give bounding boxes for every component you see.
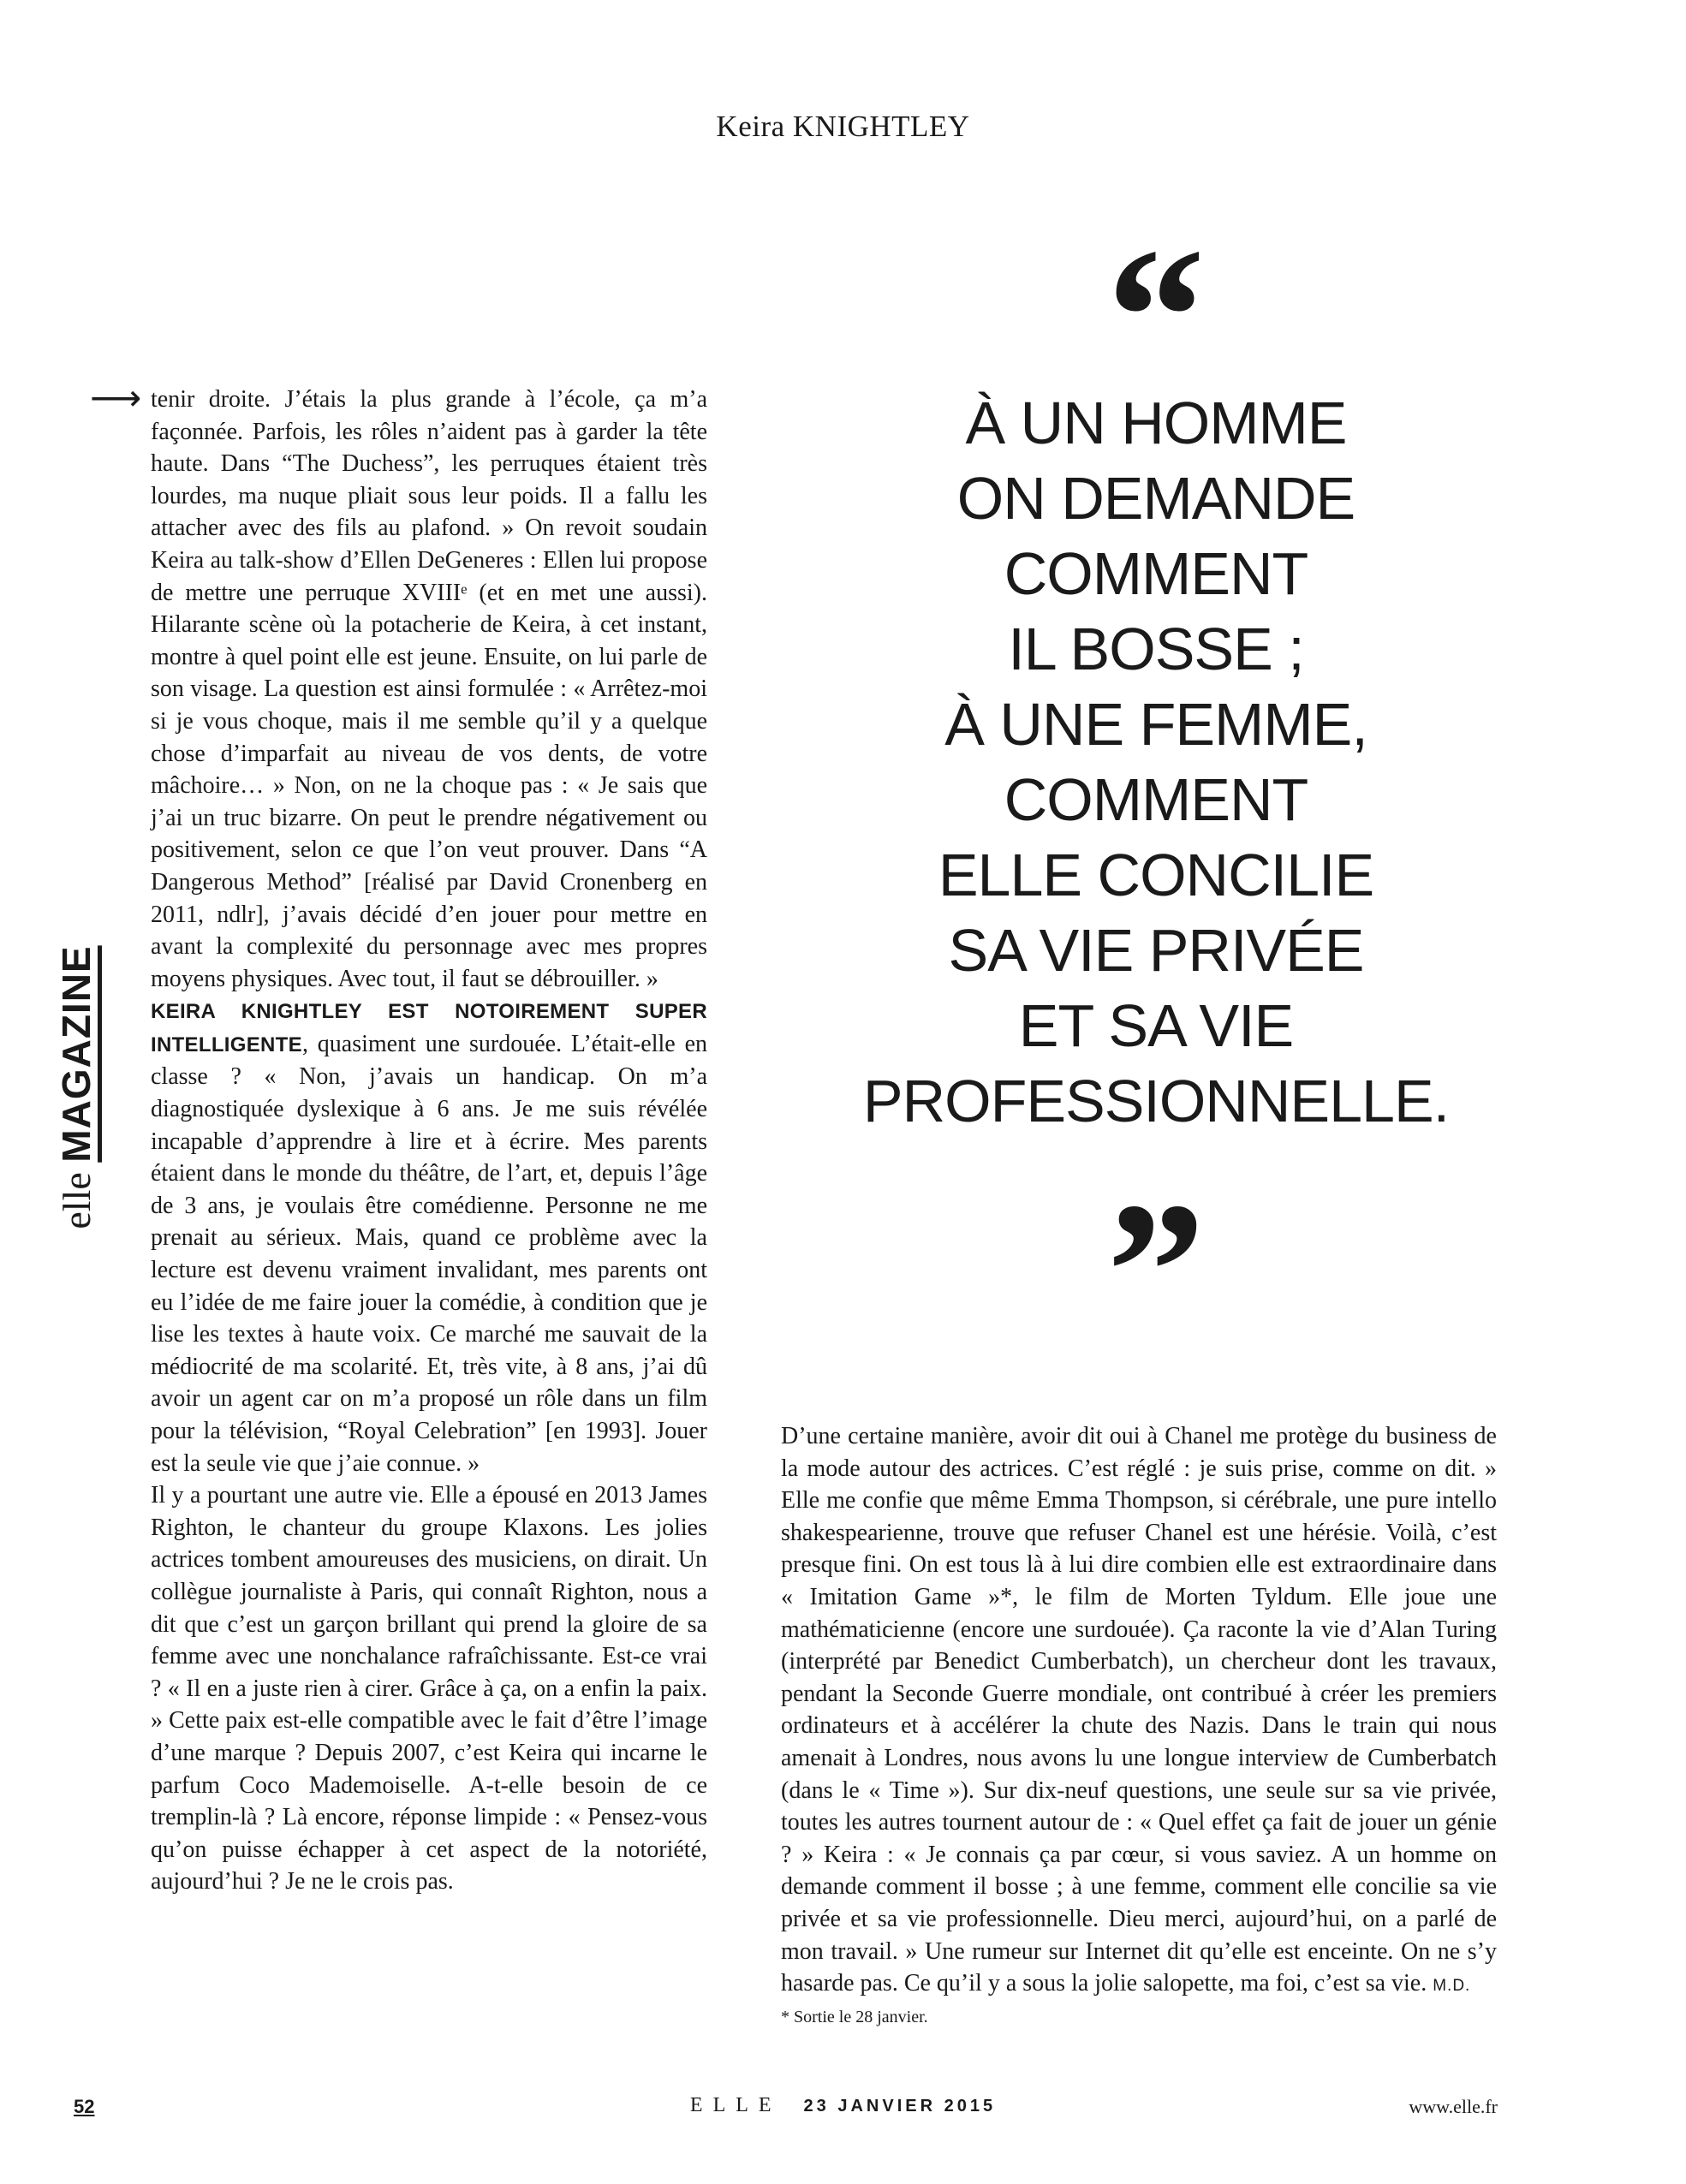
pull-quote-line: ELLE CONCILIE (938, 842, 1374, 908)
pull-quote-line: À UNE FEMME, (944, 691, 1367, 758)
pull-quote-line: PROFESSIONNELLE. (862, 1068, 1450, 1134)
article-paragraph (781, 1420, 1497, 2002)
article-paragraph: Il y a pourtant une autre vie. Elle a épousé en 2013 James Righton, le chanteur du groupe Klaxons. Les jolies actrices tombent amoureuses des musiciens, on dirait. Un collègue journaliste à Paris, qui connaît Righton, nous a dit que c’est un garçon brillant qui prend la gloire de sa femme avec une nonchalance rafraîchissante. Est-ce vrai ? « Il en a juste rien à cirer. Grâce à ça, on a enfin la paix. » Cette paix est-elle compatible avec le fait d’être l’image d’une marque ? Depuis 2007, c’est Keira qui incarne le parfum Coco Mademoiselle. A-t-elle besoin de ce tremplin-là ? Là encore, réponse limpide : « Pensez-vous qu’on puisse échapper à cet aspect de la notoriété, aujourd’hui ? Je ne le crois pas. (151, 1482, 707, 1895)
pull-quote-line: COMMENT (1004, 540, 1308, 607)
author-signature: M.D. (1433, 1977, 1471, 1996)
pull-quote-line: ON DEMANDE (956, 465, 1355, 532)
paragraph-body: , quasiment une surdouée. L’était-elle en classe ? « Non, j’avais un handicap. On m’a diagnostiquée dyslexique à 6 ans. Je me suis révélée incapable d’apprendre à lire et à écrire. Mes parents étaient dans le monde du théâtre, de l’art, et, depuis l’âge de 3 ans, je voulais être comédienne. Personne ne me prenait au sérieux. Mais, quand ce problème avec la lecture est devenu vraiment invalidant, mes parents ont eu l’idée de me faire jouer la comédie, à condition que je lise les textes à haute voix. Ce marché me sauvait de la médiocrité de ma scolarité. Et, très vite, à 8 ans, j’ai dû avoir un agent car on m’a proposé un rôle dans un film pour la télévision, “Royal Celebration” [en 1993]. Jouer est la seule vie que j’aie connue. » (151, 1030, 707, 1477)
pull-quote-line: IL BOSSE ; (1008, 616, 1304, 682)
article-right-column (781, 1420, 1497, 2002)
sidebar-section: MAGAZINE (54, 945, 98, 1163)
footer-url-link[interactable]: www.elle.fr (1409, 2096, 1498, 2117)
pull-quote-line: ET SA VIE (1018, 992, 1294, 1059)
paragraph-body: D’une certaine manière, avoir dit oui à Chanel me protège du business de la mode autour des actrices. C’est réglé : je suis prise, comme on dit. » Elle me confie que même Emma Thompson, si cérébrale, une pure intello shakespearienne, trouve que refuser Chanel est une hérésie. Voilà, c’est presque fini. On est tous là à lui dire combien elle est extraordinaire dans « Imitation Game »*, le film de Morten Tyldum. Elle joue une mathématicienne (encore une surdouée). Ça raconte la vie d’Alan Turing (interprété par Benedict Cumberbatch), un chercheur dont les travaux, pendant la Seconde Guerre mondiale, ont contribué à créer les premiers ordinateurs et à accélérer la chute des Nazis. Dans le train qui nous amenait à Londres, nous avons lu une longue interview de Cumberbatch (dans le « Time »). Sur dix-neuf questions, une seule sur sa vie privée, toutes les autres tournent autour de : « Quel effet ça fait de jouer un génie ? » Keira : « Je connais ça par cœur, si vous saviez. A un homme on demande comment il bosse ; à une femme, comment elle concilie sa vie privée et sa vie professionnelle. Dieu merci, aujourd’hui, on a parlé de mon travail. » Une rumeur sur Internet dit qu’elle est enceinte. On ne s’y hasarde pas. Ce qu’il y a sous la jolie salopette, ma foi, c’est sa vie. (781, 1423, 1497, 1997)
article-paragraph (151, 995, 707, 1479)
page-number: 52 (74, 2096, 95, 2117)
footer-brand: ELLE (689, 2094, 782, 2116)
footer-date: 23 JANVIER 2015 (803, 2097, 997, 2116)
sidebar-brand: elle (55, 1172, 98, 1229)
pull-quote-line: À UN HOMME (965, 390, 1347, 456)
sidebar-label (53, 945, 99, 1229)
article-paragraph: tenir droite. J’étais la plus grande à l’école, ça m’a façonnée. Parfois, les rôles n’aident pas à garder la tête haute. Dans “The Duchess”, les perruques étaient très lourdes, ma nuque pliait sous leur poids. Il a fallu les attacher avec des fils au plafond. » On revoit soudain Keira au talk-show d’Ellen DeGeneres : Ellen lui propose de mettre une perruque XVIIIᵉ (et en met une aussi). Hilarante scène où la potacherie de Keira, à cet instant, montre à quel point elle est jeune. Ensuite, on lui parle de son visage. La question est ainsi formulée : « Arrêtez-moi si je vous choque, mais il me semble qu’il y a quelque chose d’imparfait au niveau de vos dents, de votre mâchoire… » Non, on ne la choque pas : « Je sais que j’ai un truc bizarre. On peut le prendre négativement ou positivement, selon ce que l’on veut prouver. Dans “A Dangerous Method” [réalisé par David Cronenberg en 2011, ndlr], j’avais décidé d’en jouer pour mettre en avant la complexité du personnage avec mes propres moyens physiques. Avec tout, il faut se débrouiller. » (151, 386, 707, 992)
pull-quote (839, 385, 1473, 1139)
continuation-arrow-icon: ⟶ (90, 377, 142, 419)
article-left-column (151, 384, 707, 1898)
page-header-title: Keira KNIGHTLEY (716, 110, 970, 143)
pull-quote-line: COMMENT (1004, 766, 1308, 833)
paragraph-lead-in: KEIRA KNIGHTLEY EST NOTOIREMENT SUPER INTELLIGENTE (151, 1000, 707, 1056)
footnote: * Sortie le 28 janvier. (781, 2008, 928, 2026)
pull-quote-line: SA VIE PRIVÉE (948, 917, 1364, 984)
section-sidebar (38, 942, 115, 1233)
close-quote-mark: ” (1106, 1162, 1206, 1380)
open-quote-mark: “ (1106, 207, 1206, 425)
